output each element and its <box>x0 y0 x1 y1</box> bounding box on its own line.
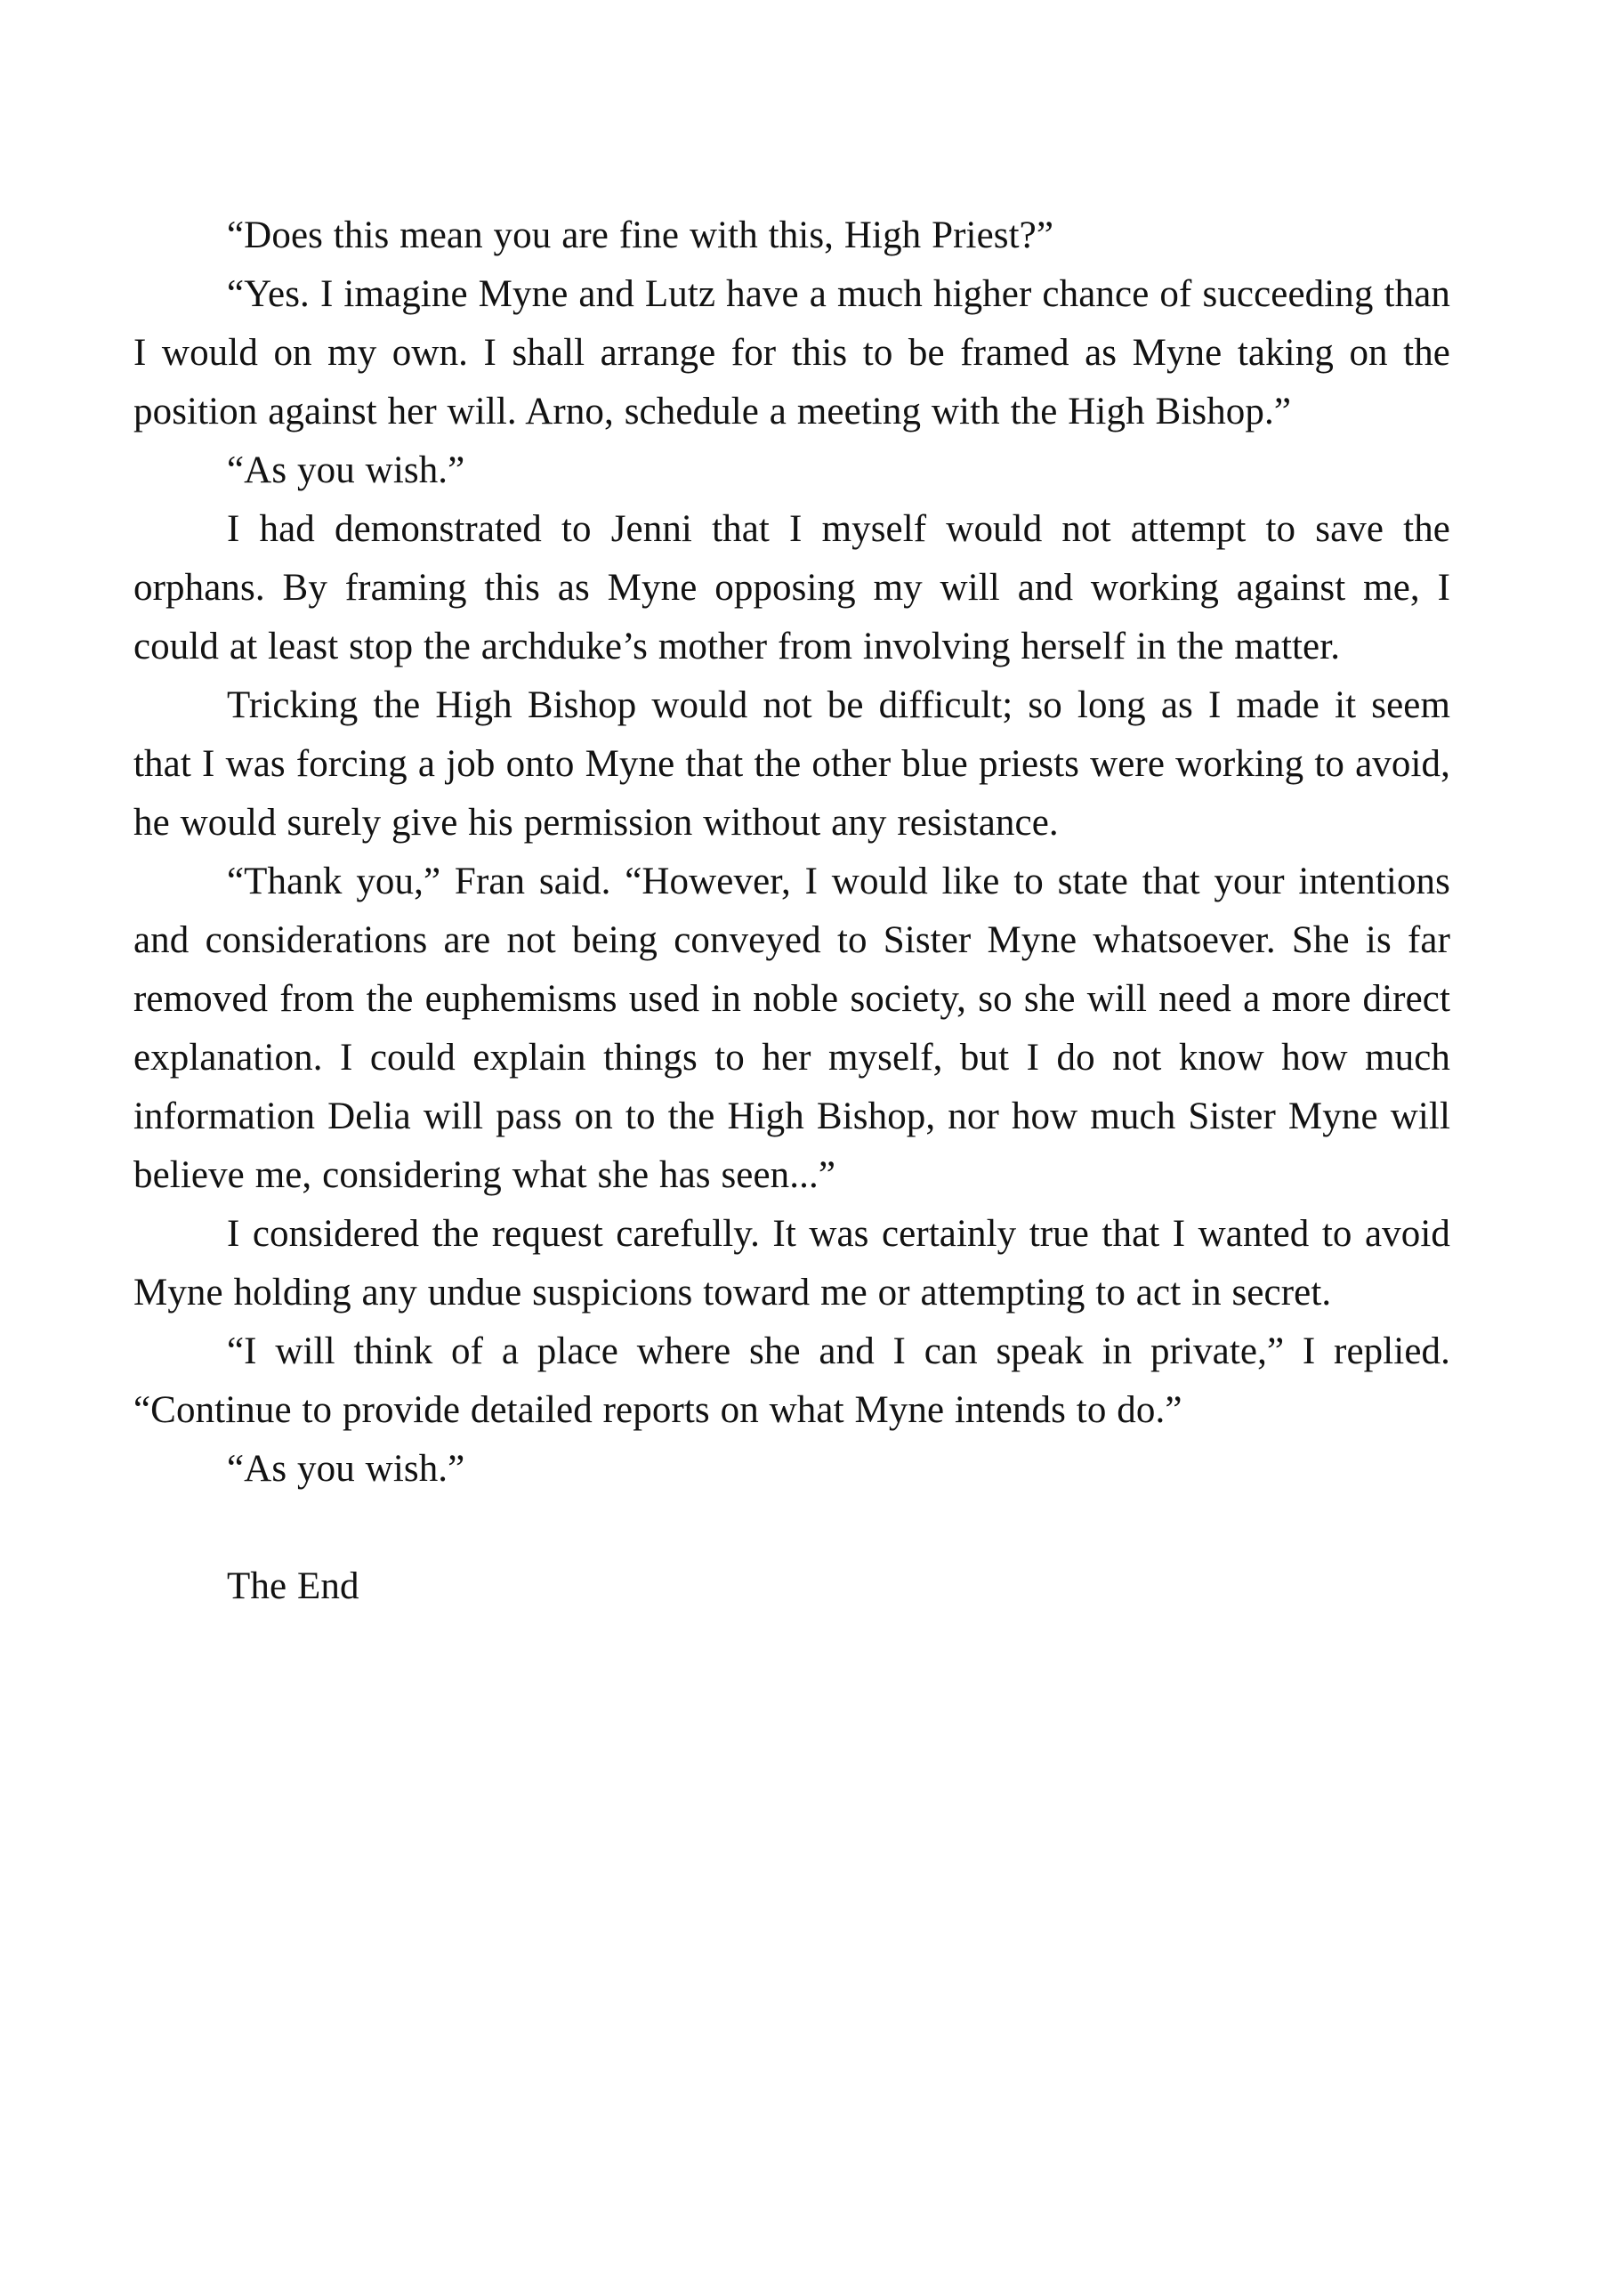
paragraph: “Does this mean you are fine with this, High Priest?” <box>227 214 1054 256</box>
paragraph: I had demonstrated to Jenni that I myself would not attempt to save the orphans. By framing this as Myne opposing my will and working against me, I could at least stop the archduke’s mother from involving herself in the matter. <box>133 508 1450 667</box>
paragraph: I considered the request carefully. It was certainly true that I wanted to avoid Myne holding any undue suspicions toward me or attempting to act in secret. <box>133 1213 1450 1314</box>
paragraph: “I will think of a place where she and I can speak in private,” I replied. “Continue to provide detailed reports on what Myne intends to do.” <box>133 1330 1450 1431</box>
paragraph: “Thank you,” Fran said. “However, I would like to state that your intentions and considerations are not being conveyed to Sister Myne whatsoever. She is far removed from the euphemisms used in noble society, so she will need a more direct explanation. I could explain things to her myself, but I do not know how much information Delia will pass on to the High Bishop, nor how much Sister Myne will believe me, considering what she has seen...” <box>133 861 1450 1196</box>
paragraph: “As you wish.” <box>227 1448 465 1490</box>
paragraph: “Yes. I imagine Myne and Lutz have a much higher chance of succeeding than I would on my own. I shall arrange for this to be framed as Myne taking on the position against her will. Arno, schedule a meeting with the High Bishop.” <box>133 273 1450 433</box>
paragraph: “As you wish.” <box>227 449 465 491</box>
body-text <box>133 206 1450 1616</box>
the-end-text: The End <box>227 1565 359 1607</box>
paragraph: Tricking the High Bishop would not be difficult; so long as I made it seem that I was forcing a job onto Myne that the other blue priests were working to avoid, he would surely give his permission without any resistance. <box>133 684 1450 844</box>
